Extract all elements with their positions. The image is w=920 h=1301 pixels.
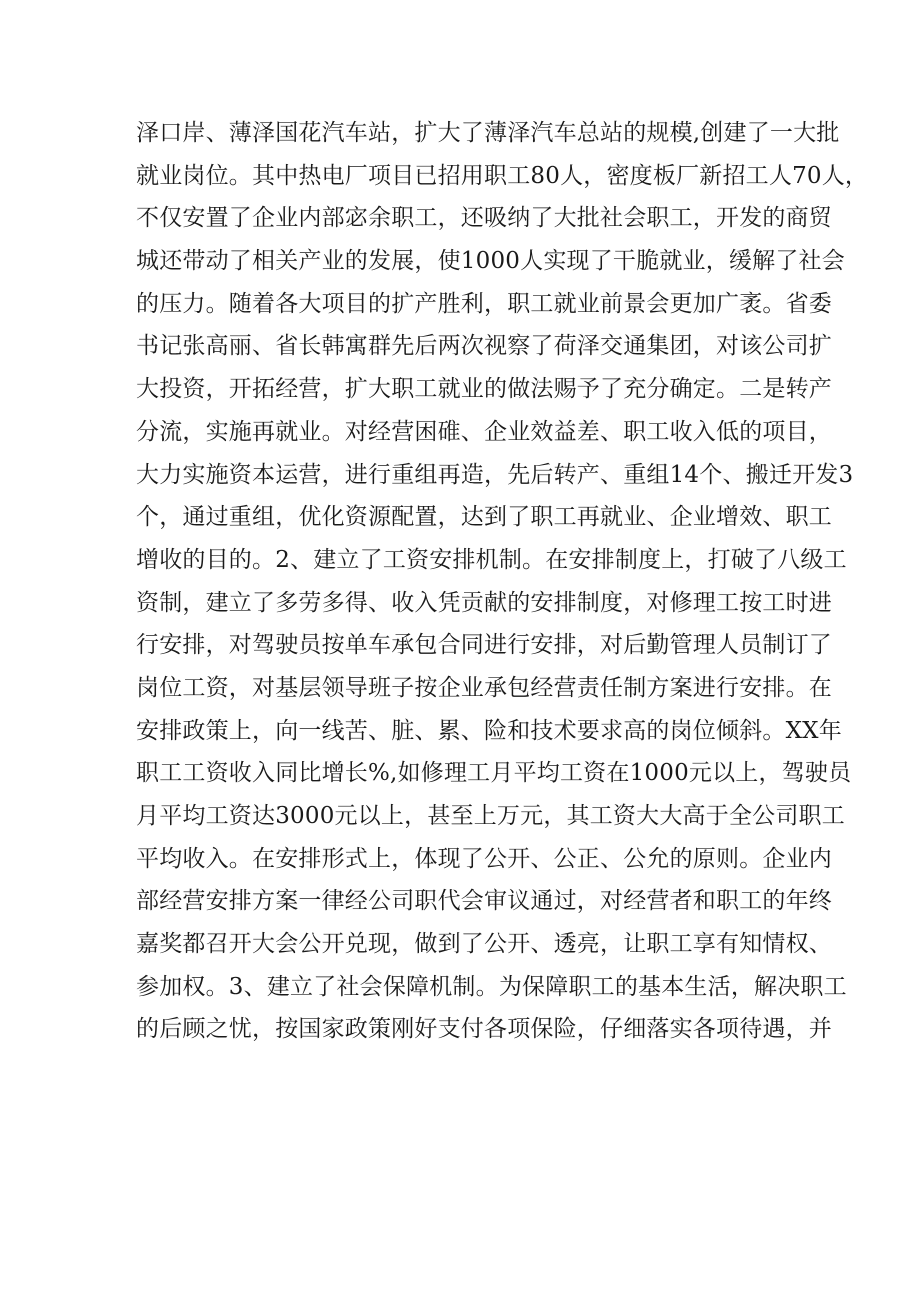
text-line: 大力实施资本运营，进行重组再造，先后转产、重组14个、搬迁开发3 — [136, 461, 854, 488]
text-line: 泽口岸、薄泽国花汽车站，扩大了薄泽汽车总站的规模,创建了一大批 — [136, 120, 840, 146]
text-line: 平均收入。在安排形式上，体现了公开、公正、公允的原则。企业内 — [136, 845, 832, 872]
text-line: 岗位工资，对基层领导班子按企业承包经营责任制方案进行安排。在 — [136, 674, 832, 701]
text-line: 书记张高丽、省长韩寓群先后两次视察了荷泽交通集团，对该公司扩 — [136, 333, 832, 360]
text-line: 部经营安排方案一律经公司职代会审议通过，对经营者和职工的年终 — [136, 888, 832, 915]
text-line: 参加权。3、建立了社会保障机制。为保障职工的基本生活，解决职工 — [136, 973, 847, 1000]
text-line: 职工工资收入同比增长%,如修理工月平均工资在1000元以上，驾驶员 — [136, 760, 852, 787]
text-line: 嘉奖都召开大会公开兑现，做到了公开、透亮，让职工享有知情权、 — [136, 931, 832, 958]
text-line: 资制，建立了多劳多得、收入凭贡献的安排制度，对修理工按工时进 — [136, 589, 832, 616]
text-line: 个，通过重组，优化资源配置，达到了职工再就业、企业增效、职工 — [136, 504, 832, 531]
text-line: 安排政策上，向一线苦、脏、累、险和技术要求高的岗位倾斜。XX年 — [136, 717, 842, 744]
text-line: 大投资，开拓经营，扩大职工就业的做法赐予了充分确定。二是转产 — [136, 376, 832, 403]
text-line: 城还带动了相关产业的发展，使1000人实现了干脆就业，缓解了社会 — [136, 248, 845, 275]
text-line: 月平均工资达3000元以上，甚至上万元，其工资大大高于全公司职工 — [136, 803, 845, 829]
text-line: 分流，实施再就业。对经营困碓、企业效益差、职工收入低的项目， — [136, 418, 832, 445]
text-line: 增收的目的。2、建立了工资安排机制。在安排制度上，打破了八级工 — [136, 546, 847, 573]
text-line: 就业岗位。其中热电厂项目已招用职工80人，密度板厂新招工人70人， — [136, 162, 869, 189]
text-line: 的后顾之忧，按国家政策刚好支付各项保险，仔细落实各项待遇，并 — [136, 1016, 832, 1043]
text-line: 行安排，对驾驶员按单车承包合同进行安排，对后勤管理人员制订了 — [136, 632, 832, 659]
body-text — [136, 112, 869, 1051]
text-line: 的压力。随着各大项目的扩产胜利，职工就业前景会更加广袤。省委 — [136, 290, 832, 317]
text-line: 不仅安置了企业内部宓余职工，还吸纳了大批社会职工，开发的商贸 — [136, 205, 832, 232]
